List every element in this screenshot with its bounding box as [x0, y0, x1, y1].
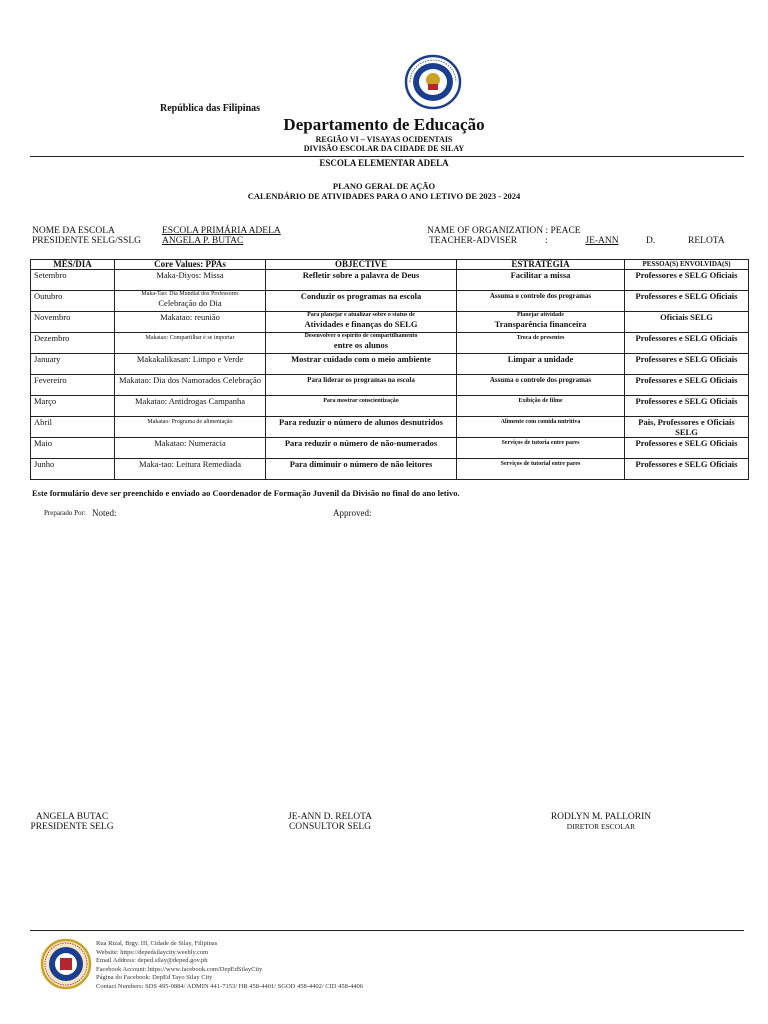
contact-facebook[interactable]: Facebook Account: https://www.facebook.com/DepEdSilayCity — [96, 965, 263, 973]
division-label: DIVISÃO ESCOLAR DA CIDADE DE SILAY — [303, 144, 465, 153]
cell-objective-small: Desenvolver o espírito de compartilhamento — [304, 333, 418, 339]
contact-address: Rua Rizal, Brgy. III, Cidade de Silay, Filipinas — [96, 940, 218, 947]
cell-strategy: Serviços de tutoria entre pares — [457, 438, 625, 459]
contact-website[interactable]: Website: https://depedsilaycity.weebly.com — [96, 948, 209, 956]
school-name-value: ESCOLA PRIMÁRIA ADELA — [162, 226, 281, 236]
cell-core: Maka-Diyos: Missa — [115, 270, 266, 291]
table-row — [31, 312, 749, 333]
cell-core: Makatao: Dia dos Namorados Celebração — [115, 375, 266, 396]
cell-persons: Professores e SELG Oficiais — [625, 438, 749, 459]
prepared-by-label: Preparado Por: — [44, 509, 86, 517]
header-core-values: Core Values: PPAs — [115, 260, 266, 270]
cell-core: Makakalikasan: Limpo e Verde — [115, 354, 266, 375]
cell-strategy: Facilitar a missa — [457, 270, 625, 291]
adviser-label: TEACHER-ADVISER — [429, 236, 518, 246]
cell-persons: Professores e SELG Oficiais — [625, 375, 749, 396]
cell-strategy: Troca de presentes — [457, 333, 625, 354]
cell-month: Abril — [31, 417, 115, 438]
cell-objective-small: Para planejar e atualizar sobre o status de — [307, 312, 415, 318]
region-label: REGIÃO VI – VISAYAS OCIDENTAIS — [315, 135, 453, 144]
cell-objective: Para liderar os programas na escola — [266, 375, 457, 396]
president-label: PRESIDENTE SELG/SSLG — [32, 236, 141, 246]
school-title: ESCOLA ELEMENTAR ADELA — [319, 158, 449, 168]
table-row — [31, 333, 749, 354]
signature-title: CONSULTOR SELG — [288, 822, 372, 832]
cell-month: Março — [31, 396, 115, 417]
signature-principal — [545, 812, 657, 831]
table-row — [31, 438, 749, 459]
footer-divider — [30, 930, 744, 931]
cell-strategy: Assuma o controle dos programas — [457, 375, 625, 396]
cell-core: Makatao: Antidrogas Campanha — [115, 396, 266, 417]
cell-strategy: Assuma o controle dos programas — [457, 291, 625, 312]
school-name-label: NOME DA ESCOLA — [32, 226, 115, 236]
department-title: Departamento de Educação — [283, 115, 485, 134]
cell-persons: Professores e SELG Oficiais — [625, 333, 749, 354]
table-row — [31, 396, 749, 417]
cell-objective-text: entre os alunos — [333, 340, 389, 350]
cell-strategy-small: Planejar atividade — [516, 312, 565, 318]
cell-month: Fevereiro — [31, 375, 115, 396]
cell-strategy — [457, 312, 625, 333]
signature-title: PRESIDENTE SELG — [30, 822, 114, 832]
cell-persons: Professores e SELG Oficiais — [625, 291, 749, 312]
signature-name: RODLYN M. PALLORIN — [550, 812, 652, 822]
cell-objective — [266, 312, 457, 333]
signature-name: JE-ANN D. RELOTA — [288, 812, 372, 822]
cell-objective: Para reduzir o número de alunos desnutridos — [266, 417, 457, 438]
plan-subtitle: CALENDÁRIO DE ATIVIDADES PARA O ANO LETIVO DE 2023 - 2024 — [247, 191, 521, 201]
adviser-initial: D. — [646, 236, 656, 246]
header-objective: OBJECTIVE — [266, 260, 457, 270]
cell-month: January — [31, 354, 115, 375]
contact-numbers: Contact Numbers: SDS 495-0884/ ADMIN 441-7153/ HR 458-4401/ SGOD 458-4402/ CID 458-4406 — [96, 982, 364, 990]
president-value: ANGELA P. BUTAC — [162, 236, 244, 246]
header-month: MÊS/DIA — [31, 260, 115, 270]
plan-title: PLANO GERAL DE AÇÃO — [332, 181, 436, 191]
cell-month: Dezembro — [31, 333, 115, 354]
cell-strategy: Alimente com comida nutritiva — [457, 417, 625, 438]
organization-label: NAME OF ORGANIZATION : PEACE — [427, 226, 581, 236]
approved-label: Approved: — [333, 508, 372, 518]
cell-strategy-text: Transparência financeira — [494, 319, 587, 329]
activity-calendar-table — [30, 259, 749, 480]
adviser-colon: : — [545, 236, 548, 246]
cell-strategy: Serviços de tutorial entre pares — [457, 459, 625, 480]
contact-facebook-page: Página do Facebook: DepEd Tayo Silay City — [96, 974, 213, 982]
table-row — [31, 270, 749, 291]
adviser-last-name: RELOTA — [688, 236, 725, 246]
cell-core: Makatao: Compartilhar é se importar — [115, 333, 266, 354]
noted-label: Noted: — [92, 508, 117, 518]
cell-persons: Professores e SELG Oficiais — [625, 354, 749, 375]
division-seal-logo — [40, 938, 92, 990]
cell-objective: Mostrar cuidado com o meio ambiente — [266, 354, 457, 375]
header-persons: PESSOA(S) ENVOLVIDA(S) — [625, 260, 749, 270]
cell-objective: Refletir sobre a palavra de Deus — [266, 270, 457, 291]
table-row — [31, 417, 749, 438]
signature-title: DIRETOR ESCOLAR — [566, 822, 636, 831]
header-strategy: ESTRATÉGIA — [457, 260, 625, 270]
cell-persons: Professores e SELG Oficiais — [625, 459, 749, 480]
cell-month: Novembro — [31, 312, 115, 333]
contact-email[interactable]: Email Address: deped.silay@deped.gov.ph — [96, 957, 208, 965]
cell-core: Makatao: reunião — [115, 312, 266, 333]
table-row — [31, 291, 749, 312]
signature-name: ANGELA BUTAC — [35, 812, 109, 822]
submission-note: Este formulário deve ser preenchido e enviado ao Coordenador de Formação Juvenil da Divisão no final do ano letivo. — [32, 488, 460, 498]
cell-objective: Para reduzir o número de não-numerados — [266, 438, 457, 459]
republic-label: República das Filipinas — [160, 103, 261, 114]
cell-persons: Professores e SELG Oficiais — [625, 396, 749, 417]
cell-persons: Professores e SELG Oficiais — [625, 270, 749, 291]
cell-month: Maio — [31, 438, 115, 459]
cell-core: Makatao: Programa de alimentação — [115, 417, 266, 438]
cell-core-small: Maka-Tao: Dia Mundial dos Professores — [141, 291, 239, 297]
cell-core: Makatao: Numeracia — [115, 438, 266, 459]
header-divider — [30, 156, 744, 157]
adviser-first-name: JE-ANN — [585, 236, 619, 246]
table-row — [31, 354, 749, 375]
table-row — [31, 459, 749, 480]
cell-month: Setembro — [31, 270, 115, 291]
table-row — [31, 375, 749, 396]
cell-persons: Pais, Professores e Oficiais SELG — [625, 417, 749, 438]
cell-objective: Para diminuir o número de não leitores — [266, 459, 457, 480]
signature-president — [22, 812, 122, 832]
cell-core: Maka-tao: Leitura Remediada — [115, 459, 266, 480]
cell-month: Junho — [31, 459, 115, 480]
cell-core — [115, 291, 266, 312]
cell-objective: Para mostrar conscientização — [266, 396, 457, 417]
contact-block — [96, 940, 363, 992]
cell-objective — [266, 333, 457, 354]
deped-seal-logo — [402, 54, 464, 110]
table-header-row — [31, 260, 749, 270]
cell-strategy: Limpar a unidade — [457, 354, 625, 375]
cell-persons: Oficiais SELG — [625, 312, 749, 333]
cell-objective: Conduzir os programas na escola — [266, 291, 457, 312]
cell-objective-text: Atividades e finanças do SELG — [304, 319, 418, 329]
signature-adviser — [270, 812, 390, 832]
cell-month: Outubro — [31, 291, 115, 312]
cell-strategy: Exibição de filme — [457, 396, 625, 417]
cell-core-text: Celebração do Dia — [158, 298, 222, 308]
